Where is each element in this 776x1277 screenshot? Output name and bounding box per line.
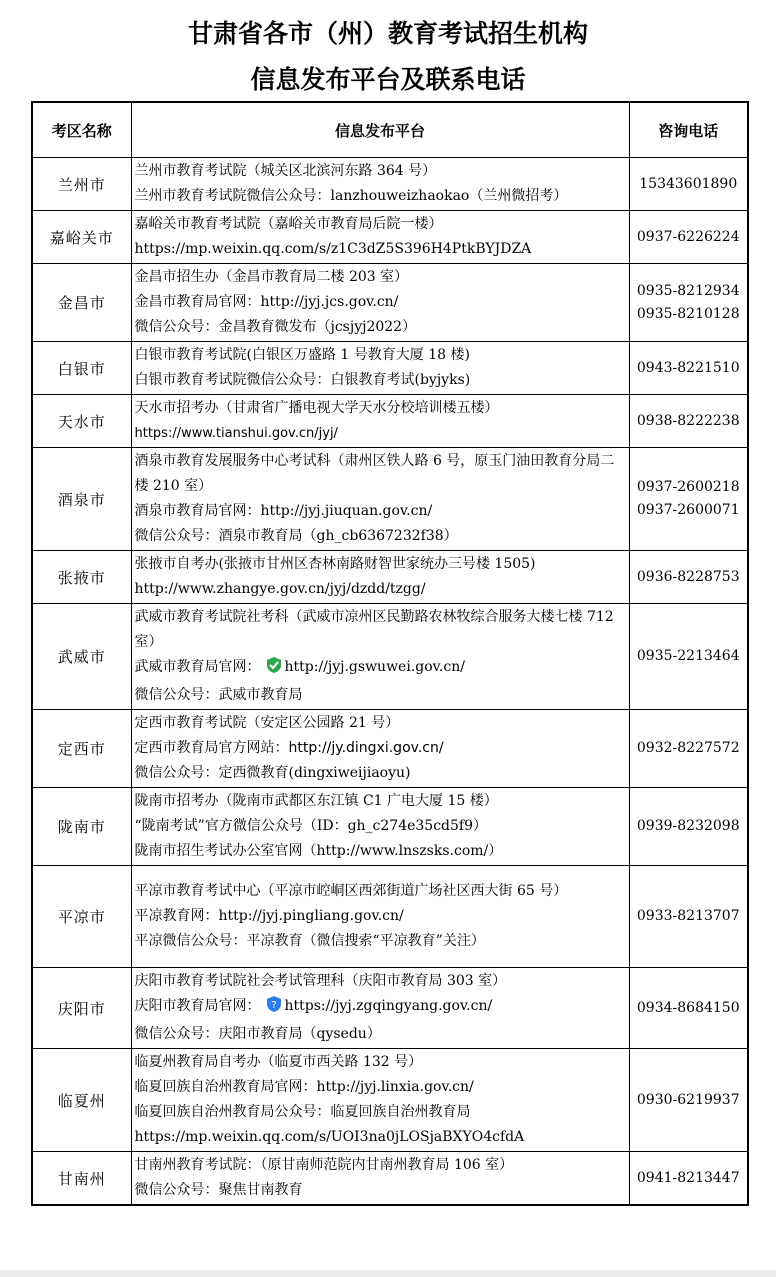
phone-cell (629, 395, 748, 448)
platform-line: 微信公众号：酒泉市教育局（gh_cb6367232f38） (134, 528, 458, 544)
document-title: 甘肃省各市（州）教育考试招生机构 (187, 19, 588, 48)
region-cell: 嘉峪关市 (32, 211, 131, 264)
platform-line: 张掖市自考办(张掖市甘州区杏林南路财智世家统办三号楼 1505) (134, 556, 536, 572)
header-region: 考区名称 (32, 102, 131, 158)
blue-shield-icon (265, 995, 283, 1022)
table-row (32, 968, 748, 1049)
region-cell: 庆阳市 (32, 968, 131, 1049)
platform-label: 定西市教育局官方网站： (134, 740, 289, 756)
phone-cell (629, 866, 748, 968)
platform-line: 临夏州教育局自考办（临夏市西关路 132 号） (134, 1054, 423, 1070)
header-platform: 信息发布平台 (131, 102, 629, 158)
platform-cell (131, 1049, 629, 1152)
region-cell: 张掖市 (32, 551, 131, 604)
platform-link[interactable]: 陇南市招生考试办公室官网（http://www.lnszsks.com/） (134, 843, 503, 859)
platform-line: 定西市教育考试院（安定区公园路 21 号） (134, 715, 400, 731)
platform-line (135, 655, 627, 683)
platform-line: 酒泉市教育发展服务中心考试科（肃州区铁人路 6 号，原玉门油田教育分局二楼 210 室） (134, 453, 615, 494)
table-row (32, 448, 748, 551)
platform-line: 平凉微信公众号：平凉教育（微信搜索“平凉教育”关注） (134, 933, 485, 949)
platform-line: 微信公众号：金昌教育微发布（jcsjyj2022） (134, 319, 417, 335)
region-cell: 酒泉市 (32, 448, 131, 551)
table-row (32, 158, 748, 211)
phone-cell (629, 551, 748, 604)
platform-cell (131, 788, 629, 866)
region-cell: 白银市 (32, 342, 131, 395)
platform-line: 庆阳市教育考试院社会考试管理科（庆阳市教育局 303 室） (134, 973, 507, 989)
platform-line: 临夏回族自治州教育局公众号：临夏回族自治州教育局 (134, 1104, 471, 1120)
table-header-row (32, 102, 748, 158)
platform-link[interactable]: https://mp.weixin.qq.com/s/UOI3na0jLOSjaBXYO4cfdA (134, 1129, 525, 1145)
region-cell: 陇南市 (32, 788, 131, 866)
region-cell: 金昌市 (32, 264, 131, 342)
phone-number: 0936-8228753 (636, 568, 740, 585)
region-cell: 临夏州 (32, 1049, 131, 1152)
phone-number: 15343601890 (639, 175, 738, 192)
table-row (32, 1152, 748, 1206)
platform-cell (131, 604, 629, 710)
platform-link[interactable]: http://jyj.gswuwei.gov.cn/ (284, 659, 465, 675)
bottom-strip (0, 1270, 776, 1277)
document-subtitle: 信息发布平台及联系电话 (250, 65, 526, 94)
platform-line: 陇南市招考办（陇南市武都区东江镇 C1 广电大厦 15 楼） (134, 793, 498, 809)
table-row (32, 710, 748, 788)
table-row (32, 1049, 748, 1152)
platform-line: 白银市教育考试院(白银区万盛路 1 号教育大厦 18 楼) (134, 347, 470, 363)
region-cell: 甘南州 (32, 1152, 131, 1206)
platform-link[interactable]: 平凉教育网：http://jyj.pingliang.gov.cn/ (134, 908, 404, 924)
platform-cell (131, 448, 629, 551)
phone-cell (629, 1049, 748, 1152)
platform-line: 微信公众号：武威市教育局 (134, 687, 303, 703)
platform-line: 金昌市招生办（金昌市教育局二楼 203 室） (134, 269, 409, 285)
region-cell: 定西市 (32, 710, 131, 788)
platform-link[interactable]: https://mp.weixin.qq.com/s/z1C3dZ5S396H4PtkBYJDZA (134, 241, 532, 257)
table-row (32, 866, 748, 968)
platform-line: 武威市教育考试院社考科（武威市凉州区民勤路农林牧综合服务大楼七楼 712 室） (134, 609, 614, 650)
table-row (32, 788, 748, 866)
platform-line: 微信公众号：聚焦甘南教育 (134, 1182, 303, 1198)
table-row (32, 395, 748, 448)
phone-cell (629, 342, 748, 395)
phone-number: 0941-8213447 (636, 1169, 740, 1186)
platform-link[interactable]: 金昌市教育局官网：http://jyj.jcs.gov.cn/ (134, 294, 399, 310)
platform-line: 天水市招考办（甘肃省广播电视大学天水分校培训楼五楼） (134, 400, 499, 416)
platform-line (135, 994, 627, 1022)
phone-number: 0939-8232098 (636, 818, 740, 834)
platform-cell (131, 1152, 629, 1206)
platform-line (135, 736, 627, 761)
phone-number: 0937-2600218 (636, 479, 740, 495)
platform-cell (131, 342, 629, 395)
platform-cell (131, 551, 629, 604)
platform-link[interactable]: 临夏回族自治州教育局官网：http://jyj.linxia.gov.cn/ (134, 1079, 474, 1095)
phone-number: 0933-8213707 (636, 908, 740, 924)
platform-cell (131, 211, 629, 264)
phone-cell (629, 448, 748, 551)
platform-cell (131, 264, 629, 342)
platform-link[interactable]: https://jyj.zgqingyang.gov.cn/ (284, 998, 493, 1014)
platform-cell (131, 968, 629, 1049)
platform-cell (131, 710, 629, 788)
phone-cell (629, 710, 748, 788)
platform-link[interactable]: 酒泉市教育局官网：http://jyj.jiuquan.gov.cn/ (134, 503, 433, 519)
table-row (32, 342, 748, 395)
platform-line: 微信公众号：定西微教育(dingxiweijiaoyu) (134, 765, 411, 781)
table-row (32, 211, 748, 264)
platform-line: 甘南州教育考试院：（原甘南师范院内甘南州教育局 106 室） (134, 1157, 514, 1173)
phone-number: 0937-6226224 (636, 228, 740, 245)
phone-number: 0943-8221510 (636, 359, 740, 376)
table-row (32, 604, 748, 710)
phone-number: 0934-8684150 (636, 999, 740, 1016)
phone-cell (629, 604, 748, 710)
phone-number: 0930-6219937 (636, 1091, 740, 1108)
platform-line: 平凉市教育考试中心（平凉市崆峒区西郊街道广场社区西大街 65 号） (134, 883, 568, 899)
platform-cell (131, 395, 629, 448)
header-phone: 咨询电话 (629, 102, 748, 158)
platform-link[interactable]: http://www.zhangye.gov.cn/jyj/dzdd/tzgg/ (134, 581, 426, 597)
table-row (32, 551, 748, 604)
phone-cell (629, 264, 748, 342)
platform-line: “陇南考试”官方微信公众号（ID：gh_c274e35cd5f9） (134, 818, 488, 834)
phone-cell (629, 158, 748, 211)
region-cell: 平凉市 (32, 866, 131, 968)
phone-number: 0935-8210128 (636, 305, 740, 322)
phone-cell (629, 211, 748, 264)
phone-number: 0935-8212934 (636, 282, 740, 299)
platform-line: 兰州市教育考试院（城关区北滨河东路 364 号） (134, 163, 437, 179)
phone-number: 0937-2600071 (636, 502, 740, 518)
svg-text:?: ? (270, 1000, 277, 1011)
platform-line: 兰州市教育考试院微信公众号：lanzhouweizhaokao（兰州微招考） (134, 188, 568, 204)
green-checkmark-shield-icon (265, 656, 283, 683)
phone-number: 0938-8222238 (636, 412, 740, 429)
platform-cell (131, 866, 629, 968)
phone-number: 0935-2213464 (636, 648, 740, 664)
platform-label: 武威市教育局官网： (134, 659, 261, 675)
region-cell: 武威市 (32, 604, 131, 710)
platform-line: 白银市教育考试院微信公众号：白银教育考试(byjyks) (134, 372, 471, 388)
phone-cell (629, 788, 748, 866)
platform-line: 嘉峪关市教育考试院（嘉峪关市教育局后院一楼） (134, 216, 443, 232)
table-row (32, 264, 748, 342)
contact-table (31, 101, 749, 1206)
region-cell: 天水市 (32, 395, 131, 448)
platform-cell (131, 158, 629, 211)
phone-cell (629, 968, 748, 1049)
phone-cell (629, 1152, 748, 1206)
phone-number: 0932-8227572 (636, 740, 740, 756)
region-cell: 兰州市 (32, 158, 131, 211)
platform-link[interactable]: https://www.tianshui.gov.cn/jyj/ (134, 426, 338, 441)
platform-label: 庆阳市教育局官网： (134, 998, 261, 1014)
platform-link[interactable]: http://jy.dingxi.gov.cn/ (288, 740, 444, 756)
platform-line: 微信公众号：庆阳市教育局（qysedu） (134, 1026, 381, 1042)
